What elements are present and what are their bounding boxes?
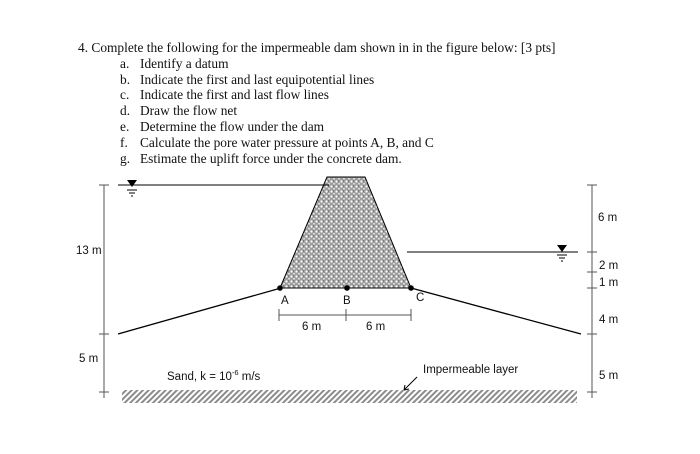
soil-label-main: Sand, k = 10: [167, 371, 232, 383]
part-letter: b.: [120, 71, 131, 87]
question-title: 4. Complete the following for the impermeable dam shown in in the figure below: [3 pts]: [78, 40, 556, 55]
point-b-label: B: [343, 295, 351, 307]
part-text: Determine the flow under the dam: [140, 118, 325, 134]
right-dimension-line: [587, 185, 597, 398]
point-c-marker: [408, 285, 414, 291]
dim-label-1m: 1 m: [599, 277, 619, 289]
part-letter: e.: [120, 118, 130, 134]
left-dimension-line: [99, 185, 109, 398]
part-letter: c.: [120, 87, 130, 103]
impermeable-layer-hatch: [122, 390, 577, 403]
impermeable-layer-label: Impermeable layer: [423, 364, 519, 376]
point-c-label: C: [416, 292, 425, 304]
dim-label-5m-left: 5 m: [79, 353, 99, 365]
dim-label-6m-right: 6 m: [598, 212, 618, 224]
part-text: Indicate the first and last equipotential lines: [140, 71, 375, 87]
point-b-marker: [344, 285, 350, 291]
impermeable-layer-arrow: [404, 377, 417, 390]
upstream-ground-line: [118, 288, 281, 334]
point-a-label: A: [281, 295, 289, 307]
dim-label-13m: 13 m: [76, 245, 102, 257]
part-text: Estimate the uplift force under the concrete dam.: [140, 150, 402, 166]
soil-label-exponent: -6: [231, 368, 239, 377]
downstream-ground-line: [411, 288, 581, 334]
dim-label-2m: 2 m: [599, 260, 619, 272]
part-letter: d.: [120, 103, 131, 119]
soil-label: [167, 368, 261, 383]
dim-label-4m: 4 m: [599, 314, 619, 326]
base-dim-right: 6 m: [366, 321, 386, 333]
soil-label-unit: m/s: [238, 371, 261, 383]
concrete-dam: [280, 177, 411, 288]
part-text: Indicate the first and last flow lines: [140, 87, 329, 103]
part-text: Identify a datum: [140, 55, 229, 71]
part-letter: a.: [120, 55, 130, 71]
downstream-water-level-symbol: [557, 245, 567, 261]
part-letter: f.: [120, 134, 128, 150]
point-a-marker: [277, 285, 283, 291]
base-dimension-line: [279, 309, 411, 321]
part-text: Calculate the pore water pressure at points A, B, and C: [140, 134, 434, 150]
dim-label-5m-right: 5 m: [599, 370, 619, 382]
upstream-water-level-symbol: [127, 180, 137, 196]
base-dim-left: 6 m: [302, 321, 322, 333]
part-letter: g.: [120, 150, 131, 166]
part-text: Draw the flow net: [140, 103, 238, 119]
